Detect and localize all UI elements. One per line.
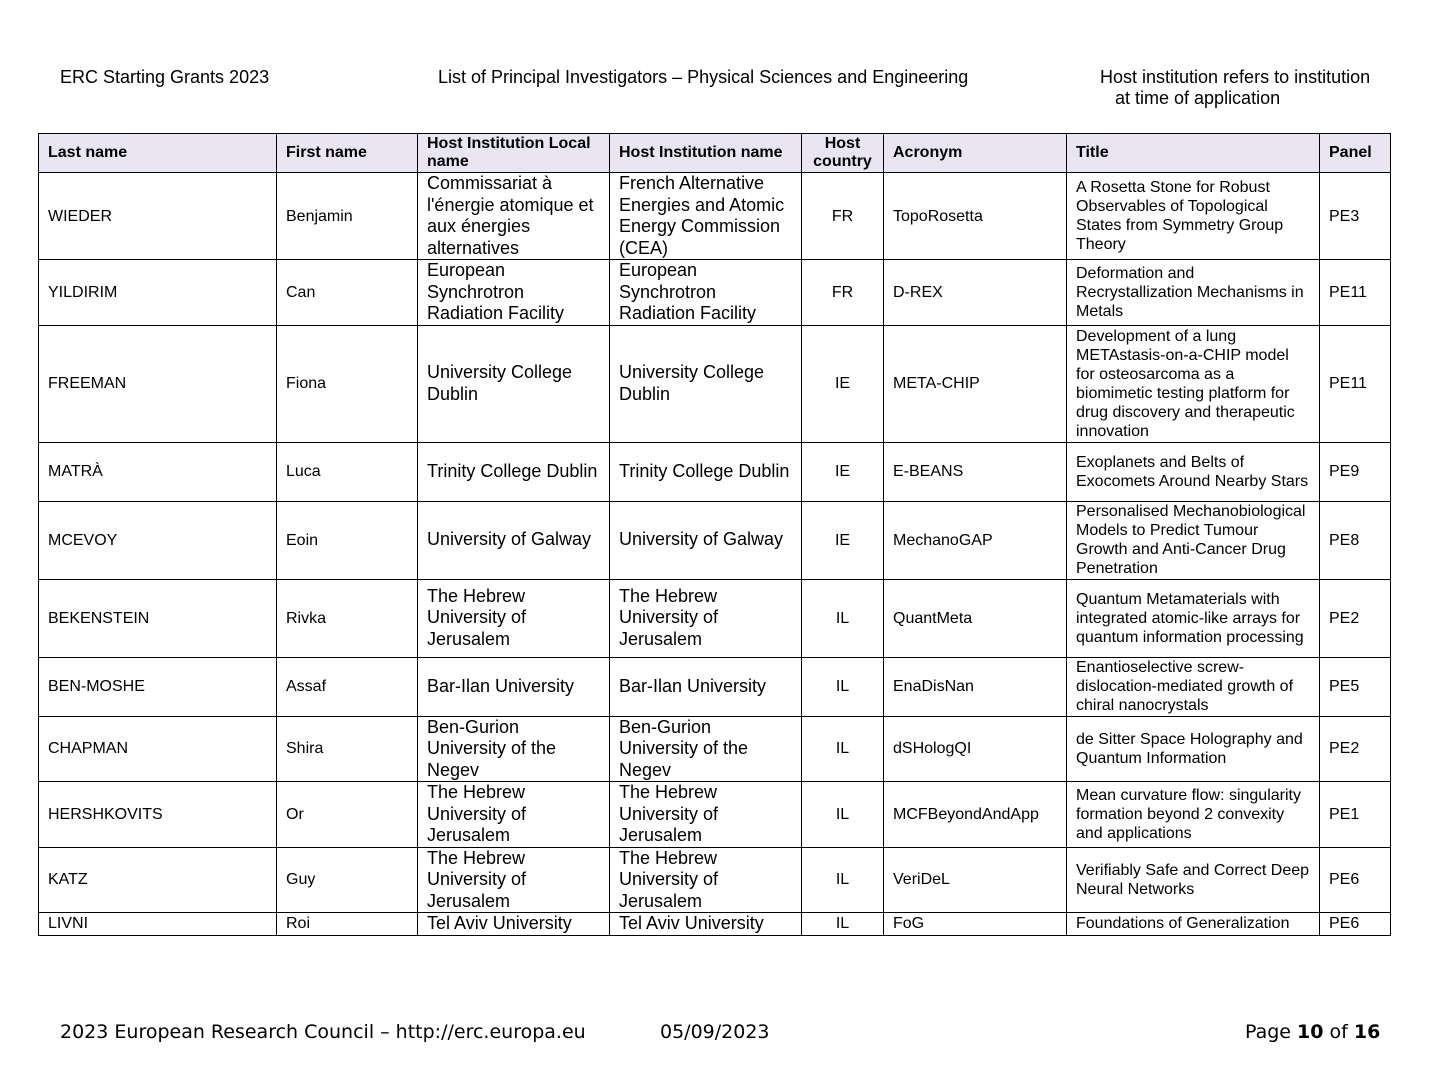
cell-panel: PE6 — [1320, 913, 1391, 936]
col-title: Title — [1067, 134, 1320, 173]
cell-acronym: FoG — [884, 913, 1067, 936]
cell-panel: PE5 — [1320, 657, 1391, 716]
cell-host-local-name: Tel Aviv University — [418, 913, 610, 936]
col-panel: Panel — [1320, 134, 1391, 173]
col-first-name: First name — [277, 134, 418, 173]
cell-host-name: Bar-Ilan University — [610, 657, 802, 716]
cell-host-local-name: The Hebrew University of Jerusalem — [418, 847, 610, 913]
cell-host-name: Trinity College Dublin — [610, 442, 802, 501]
page-word: Page — [1245, 1021, 1291, 1043]
table-row — [39, 913, 1391, 936]
footer-left: 2023 European Research Council – http://erc.europa.eu — [60, 1021, 586, 1043]
cell-host-local-name: Ben-Gurion University of the Negev — [418, 716, 610, 782]
cell-host-name: University College Dublin — [610, 325, 802, 442]
cell-first-name: Fiona — [277, 325, 418, 442]
page-total: 16 — [1353, 1021, 1381, 1043]
cell-acronym: E-BEANS — [884, 442, 1067, 501]
table-row — [39, 325, 1391, 442]
cell-title: de Sitter Space Holography and Quantum Information — [1067, 716, 1320, 782]
cell-first-name: Roi — [277, 913, 418, 936]
cell-title: Personalised Mechanobiological Models to Predict Tumour Growth and Anti-Cancer Drug Penetration — [1067, 501, 1320, 579]
cell-last-name: LIVNI — [39, 913, 277, 936]
table-row — [39, 260, 1391, 326]
cell-host-country: IL — [802, 782, 884, 848]
header-right-line2: at time of application — [1115, 88, 1281, 108]
cell-host-local-name: Trinity College Dublin — [418, 442, 610, 501]
page-number — [1245, 1021, 1380, 1044]
cell-panel: PE11 — [1320, 325, 1391, 442]
col-host-name: Host Institution name — [610, 134, 802, 173]
cell-panel: PE2 — [1320, 579, 1391, 657]
cell-panel: PE2 — [1320, 716, 1391, 782]
cell-host-local-name: Bar-Ilan University — [418, 657, 610, 716]
cell-host-country: IL — [802, 579, 884, 657]
cell-host-country: IL — [802, 657, 884, 716]
cell-first-name: Eoin — [277, 501, 418, 579]
header-center-title: List of Principal Investigators – Physical Sciences and Engineering — [438, 67, 969, 87]
cell-last-name: WIEDER — [39, 173, 277, 260]
cell-last-name: YILDIRIM — [39, 260, 277, 326]
cell-first-name: Or — [277, 782, 418, 848]
col-host-country: Host country — [802, 134, 884, 173]
cell-title: Enantioselective screw-dislocation-mediated growth of chiral nanocrystals — [1067, 657, 1320, 716]
header-right-note — [1100, 67, 1400, 109]
cell-last-name: BEKENSTEIN — [39, 579, 277, 657]
cell-last-name: MATRÀ — [39, 442, 277, 501]
cell-title: Mean curvature flow: singularity formation beyond 2 convexity and applications — [1067, 782, 1320, 848]
cell-first-name: Assaf — [277, 657, 418, 716]
footer-date: 05/09/2023 — [660, 1021, 770, 1043]
cell-host-name: The Hebrew University of Jerusalem — [610, 579, 802, 657]
cell-first-name: Guy — [277, 847, 418, 913]
cell-host-local-name: European Synchrotron Radiation Facility — [418, 260, 610, 326]
page-of: of — [1329, 1021, 1348, 1043]
cell-first-name: Luca — [277, 442, 418, 501]
cell-title: Foundations of Generalization — [1067, 913, 1320, 936]
cell-acronym: QuantMeta — [884, 579, 1067, 657]
table-row — [39, 716, 1391, 782]
cell-host-local-name: The Hebrew University of Jerusalem — [418, 782, 610, 848]
col-host-local-name: Host Institution Local name — [418, 134, 610, 173]
col-last-name: Last name — [39, 134, 277, 173]
table-header-row — [39, 134, 1391, 173]
investigators-table — [38, 133, 1391, 936]
cell-first-name: Can — [277, 260, 418, 326]
table-row — [39, 847, 1391, 913]
col-acronym: Acronym — [884, 134, 1067, 173]
cell-acronym: VeriDeL — [884, 847, 1067, 913]
table-row — [39, 782, 1391, 848]
page-current: 10 — [1297, 1021, 1324, 1043]
cell-host-country: IE — [802, 501, 884, 579]
cell-panel: PE1 — [1320, 782, 1391, 848]
cell-host-country: IE — [802, 325, 884, 442]
cell-last-name: BEN-MOSHE — [39, 657, 277, 716]
cell-host-name: Ben-Gurion University of the Negev — [610, 716, 802, 782]
cell-acronym: D-REX — [884, 260, 1067, 326]
cell-host-local-name: University College Dublin — [418, 325, 610, 442]
cell-last-name: CHAPMAN — [39, 716, 277, 782]
cell-acronym: META-CHIP — [884, 325, 1067, 442]
cell-title: Deformation and Recrystallization Mechanisms in Metals — [1067, 260, 1320, 326]
cell-host-country: FR — [802, 173, 884, 260]
cell-host-country: IL — [802, 913, 884, 936]
table-row — [39, 501, 1391, 579]
cell-host-name: The Hebrew University of Jerusalem — [610, 782, 802, 848]
table-row — [39, 579, 1391, 657]
cell-title: Development of a lung METAstasis-on-a-CHIP model for osteosarcoma as a biomimetic testing platform for drug discovery and therapeutic innovation — [1067, 325, 1320, 442]
cell-title: Exoplanets and Belts of Exocomets Around Nearby Stars — [1067, 442, 1320, 501]
cell-panel: PE9 — [1320, 442, 1391, 501]
cell-first-name: Shira — [277, 716, 418, 782]
cell-last-name: MCEVOY — [39, 501, 277, 579]
cell-panel: PE6 — [1320, 847, 1391, 913]
cell-host-name: Tel Aviv University — [610, 913, 802, 936]
cell-last-name: KATZ — [39, 847, 277, 913]
cell-host-name: French Alternative Energies and Atomic Energy Commission (CEA) — [610, 173, 802, 260]
cell-panel: PE3 — [1320, 173, 1391, 260]
table-row — [39, 442, 1391, 501]
cell-host-local-name: Commissariat à l'énergie atomique et aux énergies alternatives — [418, 173, 610, 260]
cell-panel: PE8 — [1320, 501, 1391, 579]
cell-host-local-name: University of Galway — [418, 501, 610, 579]
cell-first-name: Benjamin — [277, 173, 418, 260]
cell-host-name: The Hebrew University of Jerusalem — [610, 847, 802, 913]
header-left-title: ERC Starting Grants 2023 — [60, 67, 270, 87]
cell-first-name: Rivka — [277, 579, 418, 657]
cell-last-name: FREEMAN — [39, 325, 277, 442]
cell-acronym: MechanoGAP — [884, 501, 1067, 579]
cell-host-local-name: The Hebrew University of Jerusalem — [418, 579, 610, 657]
cell-title: Quantum Metamaterials with integrated atomic-like arrays for quantum information processing — [1067, 579, 1320, 657]
cell-panel: PE11 — [1320, 260, 1391, 326]
cell-host-country: IL — [802, 847, 884, 913]
cell-last-name: HERSHKOVITS — [39, 782, 277, 848]
cell-host-name: University of Galway — [610, 501, 802, 579]
cell-title: Verifiably Safe and Correct Deep Neural Networks — [1067, 847, 1320, 913]
cell-acronym: EnaDisNan — [884, 657, 1067, 716]
table-row — [39, 173, 1391, 260]
cell-title: A Rosetta Stone for Robust Observables of Topological States from Symmetry Group Theory — [1067, 173, 1320, 260]
header-right-line1: Host institution refers to institution — [1100, 67, 1371, 87]
cell-host-country: IE — [802, 442, 884, 501]
cell-acronym: MCFBeyondAndApp — [884, 782, 1067, 848]
cell-acronym: TopoRosetta — [884, 173, 1067, 260]
cell-acronym: dSHologQI — [884, 716, 1067, 782]
cell-host-country: FR — [802, 260, 884, 326]
cell-host-name: European Synchrotron Radiation Facility — [610, 260, 802, 326]
cell-host-country: IL — [802, 716, 884, 782]
table-row — [39, 657, 1391, 716]
